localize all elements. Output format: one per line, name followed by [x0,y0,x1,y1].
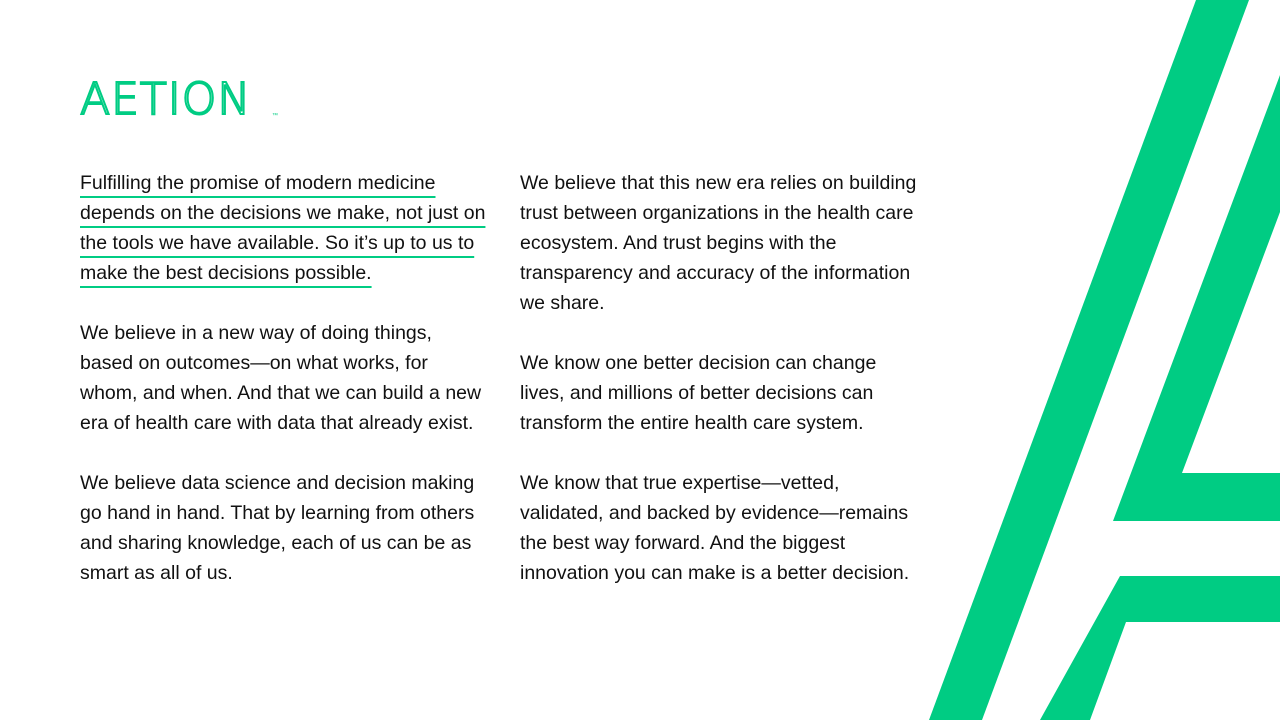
expertise-paragraph: We know that true expertise—vetted, validated, and backed by evidence—remains the best way forward. And the biggest innovation you can make is a better decision. [520,472,910,584]
lower-bar [1040,576,1280,720]
intro-text: Fulfilling the promise of modern medicine depends on the decisions we make, not just on the tools we have available. So it’s up to us to make the best decisions possible. [80,172,486,284]
aetion-logo: AETION [80,74,252,125]
trust-paragraph: We believe that this new era relies on building trust between organizations in the health care ecosystem. And trust begins with the transparency and accuracy of the information we share. [520,172,917,314]
trademark-symbol: ™ [272,113,278,119]
outcomes-paragraph: We believe in a new way of doing things, based on outcomes—on what works, for whom, and when. And that we can build a new era of health care with data that already exist. [80,322,482,434]
data-science-paragraph: We believe data science and decision making go hand in hand. That by learning from others and sharing knowledge, each of us can be as smart as all of us. [80,472,475,584]
better-decision-paragraph: We know one better decision can change lives, and millions of better decisions can transform the entire health care system. [520,352,877,434]
